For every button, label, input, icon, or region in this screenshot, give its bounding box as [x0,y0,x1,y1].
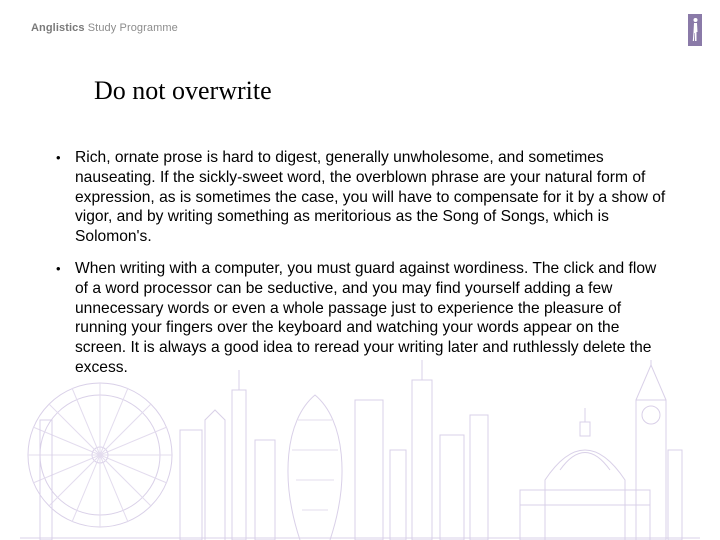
bullet-item [56,259,671,378]
brand-name: Anglistics [31,22,85,34]
bullet-item [56,148,671,247]
programme-header [31,22,178,34]
bullet-marker: • [56,150,61,165]
slide-title: Do not overwrite [94,76,272,105]
bullet-text: When writing with a computer, you must guard against wordiness. The click and flow of a word processor can be seductive, and you may find yourself adding a few unnecessary words or even a whole passage just to experience the pleasure of running your fingers over the keyboard and watching your words appear on the screen. It is always a good idea to reread your writing later and ruthlessly delete the excess. [75,259,657,376]
programme-subtitle: Study Programme [87,22,178,34]
bullet-text: Rich, ornate prose is hard to digest, generally unwholesome, and sometimes nauseating. If the sickly-sweet word, the overblown phrase are your natural form of expression, as is sometimes the case, you will have to compensate for it by a show of vigor, and by writing something as meritorious as the Song of Songs, which is Solomon's. [75,149,666,246]
bullet-list [56,148,671,390]
standing-figure-icon [688,14,702,46]
bullet-marker: • [56,260,61,276]
